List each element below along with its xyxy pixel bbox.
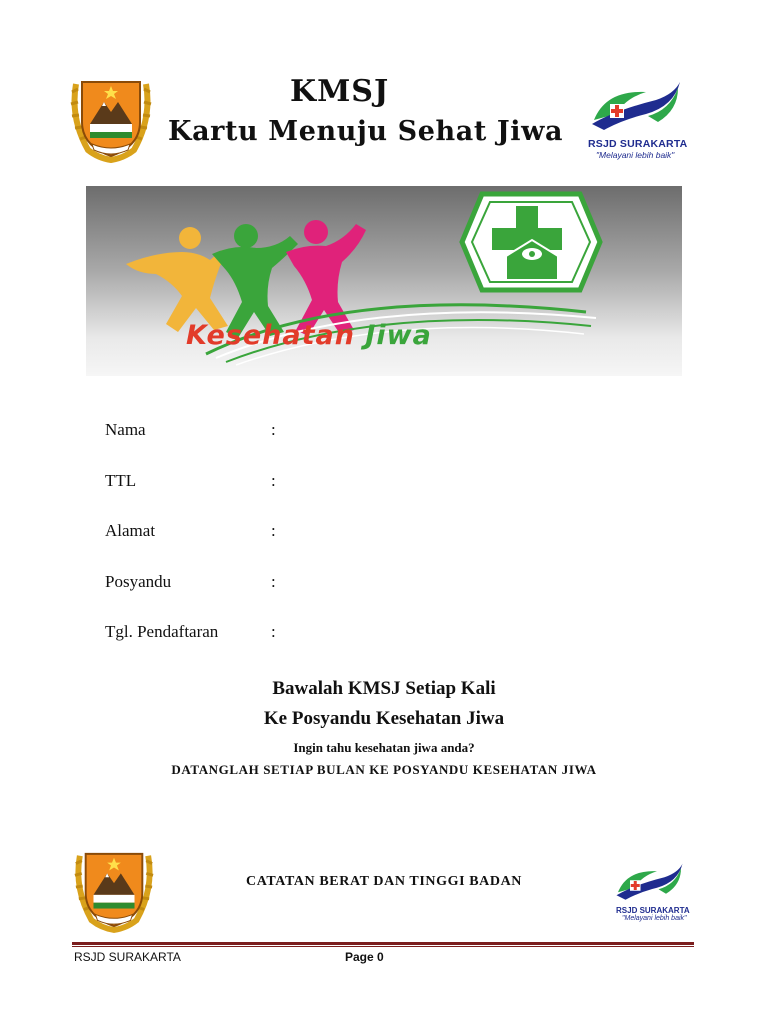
field-label-nama: Nama: [105, 420, 146, 439]
field-colon-tgl-pendaftaran: :: [271, 622, 276, 641]
field-colon-ttl: :: [271, 471, 276, 490]
field-label-tgl-pendaftaran: Tgl. Pendaftaran: [105, 622, 219, 641]
page-number: Page 0: [345, 950, 384, 964]
footer-rule: [72, 942, 694, 945]
field-label-posyandu: Posyandu: [105, 572, 172, 591]
rsjd-surakarta-logo: [586, 80, 696, 160]
field-colon-posyandu: :: [271, 572, 276, 591]
rsjd-tagline-footer: "Melayani lebih baik": [622, 915, 687, 922]
message-line-2: Ke Posyandu Kesehatan Jiwa: [263, 708, 505, 729]
kabupaten-emblem-logo: [68, 72, 154, 164]
field-label-alamat: Alamat: [105, 521, 156, 540]
footer-left-text: RSJD SURAKARTA: [74, 950, 181, 964]
message-line-1: Bawalah KMSJ Setiap Kali: [272, 678, 496, 699]
rsjd-surakarta-logo-footer: [612, 862, 702, 922]
kesehatan-jiwa-banner: [86, 186, 682, 376]
field-colon-nama: :: [271, 420, 276, 439]
rsjd-tagline: "Melayani lebih baik": [596, 150, 675, 160]
message-line-3: Ingin tahu kesehatan jiwa anda?: [293, 740, 475, 755]
footer-section-title: CATATAN BERAT DAN TINGGI BADAN: [246, 874, 522, 889]
banner-text: [186, 320, 432, 351]
banner-text-jiwa: Jiwa: [365, 320, 432, 351]
banner-text-kesehatan: Kesehatan: [186, 320, 355, 351]
footer-rule-thin: [72, 946, 694, 947]
page-subtitle: Kartu Menuju Sehat Jiwa: [168, 116, 564, 147]
page-title: KMSJ: [290, 74, 390, 109]
field-label-ttl: TTL: [105, 471, 137, 490]
field-colon-alamat: :: [271, 521, 276, 540]
message-line-4: DATANGLAH SETIAP BULAN KE POSYANDU KESEHATAN JIWA: [171, 762, 597, 777]
rsjd-name: RSJD SURAKARTA: [588, 138, 688, 150]
rsjd-name-footer: RSJD SURAKARTA: [616, 906, 690, 915]
